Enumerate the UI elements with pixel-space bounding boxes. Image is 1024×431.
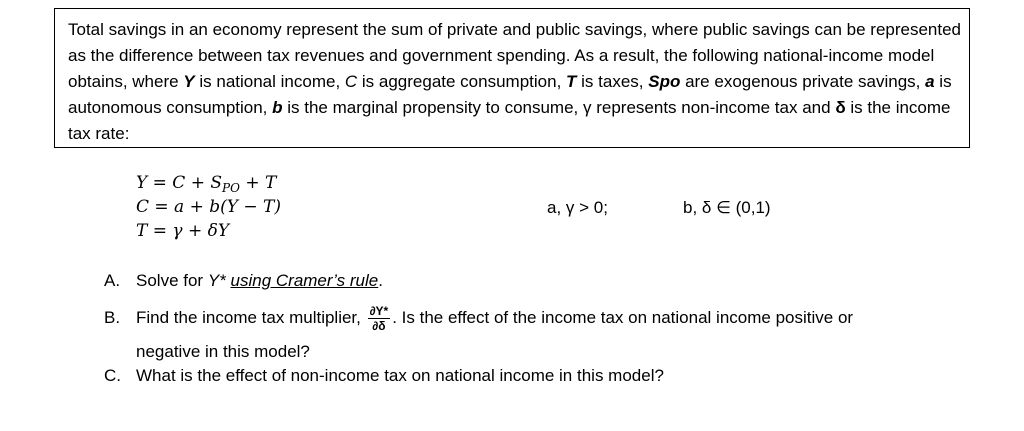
eq1-left: Y: [136, 173, 148, 193]
question-letter: B.: [104, 307, 121, 327]
eq2-text: C = a + b(Y − T): [136, 197, 282, 217]
fraction-numerator: ∂Y*: [369, 304, 389, 318]
intro-text: Total savings in an economy represent the sum of private and public savings, where public savings can be represented as the difference between tax revenues and government spending. As a result, the following national-income model obtains, where: [68, 20, 962, 91]
question-text: .: [378, 271, 383, 290]
question-letter: C.: [104, 366, 121, 385]
eq1-right: + T: [239, 173, 277, 193]
question-b: [104, 305, 853, 332]
eq1-right: = C + S: [147, 173, 222, 193]
var-Ystar: Y*: [207, 271, 226, 290]
var-T: T: [566, 72, 577, 91]
intro-text: are exogenous private savings,: [680, 72, 926, 91]
var-a: a: [925, 72, 935, 91]
equation-1: [136, 172, 276, 199]
equation-3: [136, 220, 229, 242]
intro-text: is the income tax rate:: [68, 98, 951, 143]
condition-a-gamma: a, γ > 0;: [547, 198, 608, 217]
var-delta: δ: [835, 98, 846, 117]
equation-2: [136, 196, 281, 218]
var-Spo: Spo: [648, 72, 681, 91]
var-C: C: [344, 72, 358, 91]
intro-text: is the marginal propensity to consume, γ represents non-income tax and: [282, 98, 836, 117]
var-Y: Y: [183, 72, 195, 91]
intro-text: is aggregate consumption,: [357, 72, 567, 91]
question-text: . Is the effect of the income tax on national income positive or: [392, 307, 854, 327]
condition-b-delta: b, δ ∈ (0,1): [683, 198, 771, 217]
eq3-text: T = γ + δY: [136, 221, 230, 241]
question-b-continuation: negative in this model?: [136, 342, 310, 361]
intro-paragraph: [68, 17, 968, 147]
intro-text: is autonomous consumption,: [68, 72, 952, 117]
intro-text: is taxes,: [576, 72, 649, 91]
question-letter: A.: [104, 271, 121, 290]
eq1-subscript: PO: [222, 181, 240, 195]
question-text: Find the income tax multiplier,: [136, 307, 366, 327]
multiplier-fraction: [368, 305, 391, 332]
intro-text: is national income,: [194, 72, 345, 91]
var-b: b: [272, 98, 283, 117]
question-text: Solve for: [136, 271, 208, 290]
question-c: [104, 366, 664, 386]
cramers-rule-underlined: using Cramer’s rule: [230, 271, 379, 290]
question-text: What is the effect of non-income tax on national income in this model?: [136, 366, 664, 385]
fraction-denominator: ∂δ: [372, 319, 386, 333]
question-a: [104, 271, 383, 291]
